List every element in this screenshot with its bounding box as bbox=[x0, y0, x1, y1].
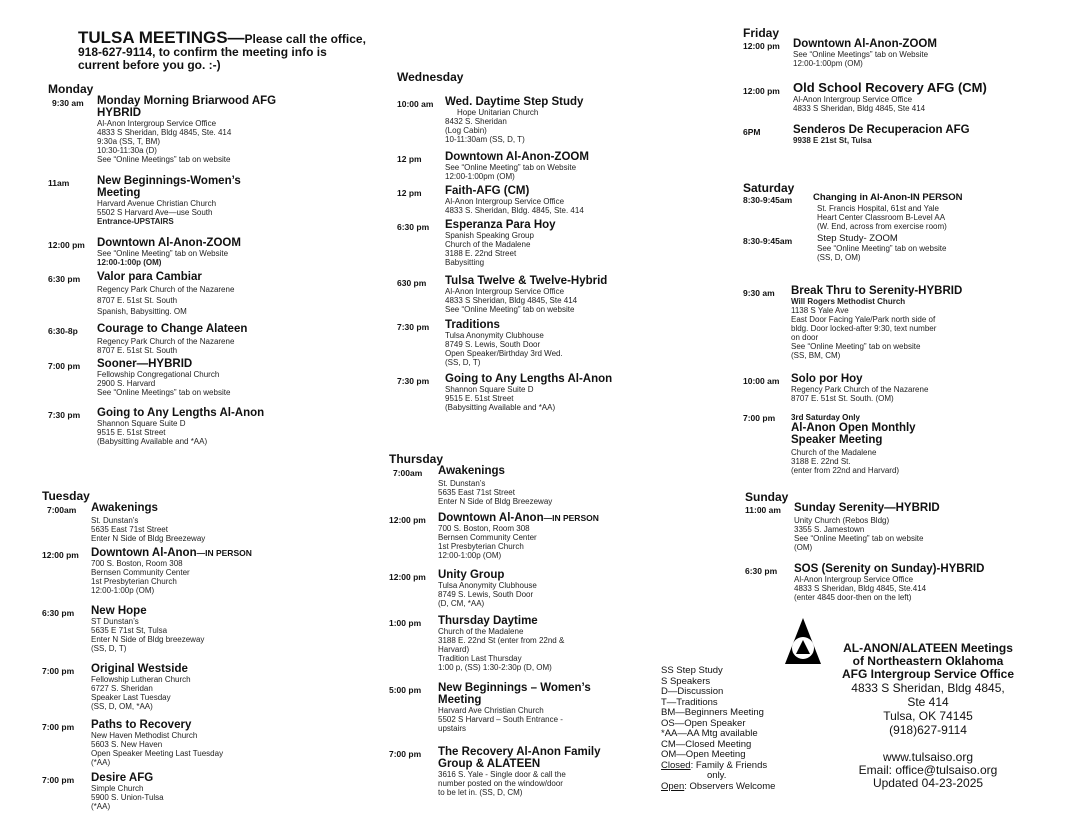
meeting-line: 5635 E 71st St, Tulsa bbox=[91, 626, 168, 635]
meeting-mon-4 bbox=[48, 271, 368, 316]
office-address-2: Ste 414 bbox=[907, 695, 949, 709]
legend-item: BM—Beginners Meeting bbox=[661, 707, 764, 718]
meeting-fri-3 bbox=[743, 124, 1043, 145]
meeting-name: Step Study- ZOOM bbox=[817, 233, 898, 244]
meeting-line: Babysitting bbox=[445, 258, 485, 267]
meeting-line: Speaker Last Tuesday bbox=[91, 693, 171, 702]
meeting-line: See “Online Meeting” tab on Website bbox=[445, 163, 577, 172]
meeting-tue-6 bbox=[42, 772, 362, 811]
meeting-time: 6:30 pm bbox=[48, 274, 81, 284]
meeting-time: 8:30-9:45am bbox=[743, 195, 793, 205]
meeting-wed-1 bbox=[397, 96, 657, 144]
meeting-time: 12:00 pm bbox=[743, 86, 780, 96]
meeting-name: Wed. Daytime Step Study bbox=[445, 96, 584, 108]
office-phone: (918)627-9114 bbox=[889, 723, 967, 737]
meeting-name: Monday Morning Briarwood AFG bbox=[97, 95, 277, 107]
meeting-sat-3 bbox=[743, 285, 1043, 360]
meeting-time: 6:30 pm bbox=[42, 608, 75, 618]
meeting-line: Enter N Side of Bldg breezeway bbox=[91, 635, 205, 644]
meeting-line: See “Online Meetings” tab on Website bbox=[793, 50, 929, 59]
meeting-time: 630 pm bbox=[397, 278, 427, 288]
meeting-line: 1138 S Yale Ave bbox=[791, 306, 849, 315]
day-tuesday bbox=[42, 489, 362, 503]
meeting-line: (enter from 22nd and Harvard) bbox=[791, 466, 900, 475]
meeting-line: upstairs bbox=[438, 724, 467, 733]
meeting-line: Entrance-UPSTAIRS bbox=[97, 217, 174, 226]
meeting-line: (SS, D, T) bbox=[445, 358, 481, 367]
meeting-mon-5 bbox=[48, 323, 368, 355]
legend-closed-text-2: only. bbox=[707, 770, 727, 781]
meeting-line: New Haven Methodist Church bbox=[91, 731, 198, 740]
meeting-line: 12:00-1:00pm (OM) bbox=[445, 172, 515, 181]
meeting-line: (enter 4845 door-then on the left) bbox=[794, 593, 912, 602]
meeting-line: 700 S. Boston, Room 308 bbox=[91, 559, 183, 568]
meeting-line: Church of the Madalene bbox=[791, 448, 877, 457]
meeting-line: (SS, BM, CM) bbox=[791, 351, 841, 360]
page-title: TULSA MEETINGS— bbox=[78, 28, 245, 47]
meeting-line: 8707 E. 51st St. South bbox=[97, 296, 178, 305]
meeting-time: 7:30 pm bbox=[397, 322, 430, 332]
meeting-wed-7 bbox=[397, 373, 657, 412]
meeting-thu-5 bbox=[389, 682, 649, 733]
meeting-name: Al-Anon Open Monthly bbox=[791, 422, 916, 434]
meeting-line: See “Online Meeting” tab on website bbox=[794, 534, 924, 543]
office-address-1: 4833 S Sheridan, Bldg 4845, bbox=[851, 681, 1005, 695]
meeting-name: Traditions bbox=[445, 319, 500, 331]
meeting-thu-2 bbox=[389, 512, 649, 560]
meeting-thu-6 bbox=[389, 746, 649, 797]
legend-closed-text: : Family & Friends bbox=[690, 759, 768, 771]
meeting-time: 6:30-8p bbox=[48, 326, 78, 336]
meeting-line: 12:00-1:00p (OM) bbox=[97, 258, 162, 267]
meeting-name: Going to Any Lengths Al-Anon bbox=[445, 373, 613, 385]
day-label: Friday bbox=[743, 26, 780, 40]
meeting-line: Will Rogers Methodist Church bbox=[791, 297, 906, 306]
meeting-thu-1 bbox=[393, 465, 653, 506]
day-label: Thursday bbox=[389, 452, 444, 466]
meeting-line: Shannon Square Suite D bbox=[445, 385, 534, 394]
meeting-sat-2 bbox=[743, 233, 1043, 262]
meeting-name: New Hope bbox=[91, 605, 147, 617]
meeting-line: 5635 East 71st Street bbox=[438, 488, 515, 497]
meeting-line: Heart Center Classroom B-Level AA bbox=[817, 213, 946, 222]
meeting-time: 7:00am bbox=[393, 468, 423, 478]
meeting-name: Going to Any Lengths Al-Anon bbox=[97, 407, 265, 419]
meeting-name: Courage to Change Alateen bbox=[97, 323, 248, 335]
office-website[interactable]: www.tulsaiso.org bbox=[882, 750, 974, 764]
meeting-mon-6 bbox=[48, 358, 368, 397]
meeting-sat-4 bbox=[743, 373, 1043, 403]
office-info bbox=[828, 642, 1028, 790]
meeting-time: 12:00 pm bbox=[743, 41, 780, 51]
meeting-line: Open Speaker/Birthday 3rd Wed. bbox=[445, 349, 563, 358]
meeting-line: St. Dunstan’s bbox=[438, 479, 486, 488]
legend-item: OM—Open Meeting bbox=[661, 749, 746, 760]
meeting-line: Regency Park Church of the Nazarene bbox=[97, 285, 235, 294]
page-header bbox=[78, 28, 388, 72]
meeting-line: Regency Park Church of the Nazarene bbox=[97, 337, 235, 346]
meeting-time: 12:00 pm bbox=[389, 515, 426, 525]
meeting-line: 10-11:30am (SS, D, T) bbox=[445, 135, 525, 144]
meeting-time: 8:30-9:45am bbox=[743, 236, 793, 246]
meeting-name: Tulsa Twelve & Twelve-Hybrid bbox=[445, 275, 608, 287]
meeting-line: 3188 E. 22nd Street bbox=[445, 249, 517, 258]
meeting-line: (Babysitting Available and *AA) bbox=[97, 437, 208, 446]
meeting-name: Solo por Hoy bbox=[791, 373, 863, 385]
meeting-line: East Door Facing Yale/Park north side of bbox=[791, 315, 936, 324]
meeting-name: New Beginnings – Women’s bbox=[438, 682, 591, 694]
office-email[interactable]: Email: office@tulsaiso.org bbox=[858, 763, 998, 777]
legend-open-label: Open bbox=[661, 780, 685, 792]
meeting-line: Fellowship Lutheran Church bbox=[91, 675, 191, 684]
meeting-line: (Babysitting Available and *AA) bbox=[445, 403, 556, 412]
meeting-line: (D, CM, *AA) bbox=[438, 599, 485, 608]
meeting-time: 7:00 pm bbox=[48, 361, 81, 371]
meeting-line: Hope Unitarian Church bbox=[457, 108, 539, 117]
meeting-line: Al-Anon Intergroup Service Office bbox=[793, 95, 913, 104]
meeting-time: 12 pm bbox=[397, 188, 422, 198]
legend-item: S Speakers bbox=[661, 675, 711, 687]
meeting-line: St. Dunstan’s bbox=[91, 516, 139, 525]
meeting-name: Downtown Al-Anon-ZOOM bbox=[445, 151, 589, 163]
updated-date: Updated 04-23-2025 bbox=[872, 776, 984, 790]
meeting-mon-1 bbox=[52, 95, 372, 164]
meeting-time: 12:00 pm bbox=[389, 572, 426, 582]
meeting-time: 7:00 pm bbox=[743, 413, 776, 423]
meeting-line: (OM) bbox=[794, 543, 813, 552]
meeting-line: 1:00 p, (SS) 1:30-2:30p (D, OM) bbox=[438, 663, 552, 672]
meeting-name: New Beginnings-Women’s bbox=[97, 175, 241, 187]
day-label: Wednesday bbox=[397, 70, 464, 84]
meeting-tue-3 bbox=[42, 605, 362, 653]
day-wednesday bbox=[397, 70, 647, 84]
meeting-sat-1 bbox=[743, 192, 1043, 231]
meeting-name: Downtown Al-Anon bbox=[438, 512, 544, 524]
meeting-line: 2900 S. Harvard bbox=[97, 379, 156, 388]
meeting-name: Desire AFG bbox=[91, 772, 154, 784]
meeting-wed-3 bbox=[397, 185, 657, 215]
meeting-name: Valor para Cambiar bbox=[97, 271, 202, 283]
meeting-line: 4833 S Sheridan, Bldg 4845, Ste 414 bbox=[793, 104, 926, 113]
office-title-1: AL-ANON/ALATEEN Meetings bbox=[843, 641, 1013, 655]
meeting-mon-3 bbox=[48, 237, 368, 267]
meeting-line: Tulsa Anonymity Clubhouse bbox=[445, 331, 544, 340]
day-thursday bbox=[389, 452, 639, 466]
meeting-line: Bernsen Community Center bbox=[438, 533, 537, 542]
office-title-3: AFG Intergroup Service Office bbox=[841, 667, 1015, 681]
meeting-tue-4 bbox=[42, 663, 362, 711]
meeting-line: 12:00-1:00pm (OM) bbox=[793, 59, 863, 68]
meeting-sun-2 bbox=[745, 563, 1045, 602]
day-monday bbox=[48, 82, 368, 96]
meeting-line: Spanish Speaking Group bbox=[445, 231, 534, 240]
meeting-name: Original Westside bbox=[91, 663, 188, 675]
header-note-2: 918-627-9114, to confirm the meeting info is bbox=[78, 45, 327, 59]
meeting-line: (Log Cabin) bbox=[445, 126, 487, 135]
meeting-time: 7:00 pm bbox=[389, 749, 422, 759]
meeting-line: 4833 S Sheridan, Bldg 4845, Ste.414 bbox=[794, 584, 927, 593]
meeting-name-2: Meeting bbox=[438, 694, 482, 706]
meeting-line: (*AA) bbox=[91, 758, 111, 767]
meeting-name-2: Meeting bbox=[97, 187, 141, 199]
meeting-line: 8707 E. 51st St. South bbox=[97, 346, 178, 355]
meeting-time: 9:30 am bbox=[743, 288, 775, 298]
meeting-line: 8749 S. Lewis, South Door bbox=[445, 340, 541, 349]
meeting-name: Downtown Al-Anon bbox=[91, 547, 197, 559]
meeting-time: 10:00 am bbox=[397, 99, 434, 109]
meeting-time: 9:30 am bbox=[52, 98, 84, 108]
meeting-line: 5502 S Harvard Ave—use South bbox=[97, 208, 213, 217]
meeting-line: Enter N Side of Bldg Breezeway bbox=[91, 534, 206, 543]
meeting-tag: —IN PERSON bbox=[543, 513, 599, 523]
meeting-line: See “Online Meeting” tab on website bbox=[445, 305, 575, 314]
meeting-line: Simple Church bbox=[91, 784, 144, 793]
office-address-3: Tulsa, OK 74145 bbox=[883, 709, 973, 723]
meeting-line: 1st Presbyterian Church bbox=[438, 542, 524, 551]
meeting-time: 7:00am bbox=[47, 505, 77, 515]
meeting-line: Harvard Ave Christian Church bbox=[438, 706, 544, 715]
meeting-time: 7:00 pm bbox=[42, 666, 75, 676]
day-label: Saturday bbox=[743, 181, 795, 195]
legend-item: D—Discussion bbox=[661, 686, 724, 697]
meeting-time: 5:00 pm bbox=[389, 685, 422, 695]
meeting-line: 5635 East 71st Street bbox=[91, 525, 168, 534]
legend-closed bbox=[661, 761, 811, 772]
meeting-line: (*AA) bbox=[91, 802, 111, 811]
meeting-name-2: HYBRID bbox=[97, 107, 142, 119]
meeting-line: 12:00-1:00p (OM) bbox=[91, 586, 155, 595]
meeting-line: 6727 S. Sheridan bbox=[91, 684, 153, 693]
office-title-2: of Northeastern Oklahoma bbox=[852, 654, 1004, 668]
meeting-note: 3rd Saturday Only bbox=[791, 413, 860, 422]
meeting-name: Awakenings bbox=[438, 465, 505, 477]
meeting-time: 1:00 pm bbox=[389, 618, 422, 628]
meeting-name: Esperanza Para Hoy bbox=[445, 219, 556, 231]
meeting-line: 8432 S. Sheridan bbox=[445, 117, 507, 126]
meeting-wed-6 bbox=[397, 319, 657, 367]
meeting-fri-2 bbox=[743, 81, 1043, 113]
meeting-name: Faith-AFG (CM) bbox=[445, 185, 530, 197]
meeting-line: See “Online Meetings” tab on website bbox=[97, 155, 231, 164]
meeting-name: Thursday Daytime bbox=[438, 615, 538, 627]
meeting-line: Al-Anon Intergroup Service Office bbox=[445, 287, 565, 296]
header-note-3: current before you go. :-) bbox=[78, 58, 221, 72]
meeting-mon-7 bbox=[48, 407, 368, 446]
abbreviation-legend bbox=[661, 666, 811, 792]
meeting-thu-3 bbox=[389, 569, 649, 608]
meeting-line: Tulsa Anonymity Clubhouse bbox=[438, 581, 537, 590]
meeting-wed-2 bbox=[397, 151, 657, 181]
meeting-line: 9515 E. 51st Street bbox=[97, 428, 166, 437]
meeting-name-2: Speaker Meeting bbox=[791, 434, 883, 446]
meeting-tag: —IN PERSON bbox=[196, 548, 252, 558]
header-note-1: Please call the office, bbox=[244, 32, 366, 46]
legend-open-text: : Observers Welcome bbox=[684, 780, 776, 792]
meeting-time: 10:00 am bbox=[743, 376, 780, 386]
meeting-line: Tradition Last Thursday bbox=[438, 654, 522, 663]
legend-item: T—Traditions bbox=[661, 696, 718, 708]
meeting-thu-4 bbox=[389, 615, 649, 672]
meeting-line: 9515 E. 51st Street bbox=[445, 394, 514, 403]
legend-open bbox=[661, 782, 811, 793]
meeting-line: (SS, D, OM) bbox=[817, 253, 861, 262]
meeting-name-2: Group & ALATEEN bbox=[438, 758, 541, 770]
meeting-name: Changing in Al-Anon-IN PERSON bbox=[813, 192, 963, 203]
meeting-name: Downtown Al-Anon-ZOOM bbox=[793, 38, 937, 50]
legend-closed-label: Closed bbox=[661, 759, 691, 771]
meeting-sun-1 bbox=[745, 502, 1045, 552]
meeting-name: Awakenings bbox=[91, 502, 158, 514]
meeting-name: Sunday Serenity—HYBRID bbox=[794, 502, 940, 514]
meeting-tue-2 bbox=[42, 547, 362, 595]
meeting-line: 8749 S. Lewis, South Door bbox=[438, 590, 534, 599]
meeting-time: 12:00 pm bbox=[42, 550, 79, 560]
meeting-line: (SS, D, OM, *AA) bbox=[91, 702, 153, 711]
meeting-line: See “Online Meeting” tab on website bbox=[791, 342, 921, 351]
meeting-line: 9938 E 21st St, Tulsa bbox=[793, 136, 872, 145]
meeting-name: Break Thru to Serenity-HYBRID bbox=[791, 285, 963, 297]
meeting-line: Bernsen Community Center bbox=[91, 568, 190, 577]
meeting-wed-5 bbox=[397, 275, 657, 314]
meeting-name: Old School Recovery AFG (CM) bbox=[793, 80, 987, 95]
meeting-name: Sooner—HYBRID bbox=[97, 358, 193, 370]
meeting-time: 6PM bbox=[743, 127, 761, 137]
meeting-line: to be let in. (SS, D, CM) bbox=[438, 788, 523, 797]
meeting-line: 3355 S. Jamestown bbox=[794, 525, 865, 534]
meeting-line: 3188 E. 22nd St (enter from 22nd & bbox=[438, 636, 565, 645]
meeting-line: Church of the Madalene bbox=[445, 240, 531, 249]
al-anon-triangle-logo-icon bbox=[783, 616, 823, 666]
meeting-name: Downtown Al-Anon-ZOOM bbox=[97, 237, 241, 249]
meeting-fri-1 bbox=[743, 38, 1043, 68]
day-label: Sunday bbox=[745, 490, 789, 504]
meeting-line: (SS, D, T) bbox=[91, 644, 127, 653]
meeting-line: 9:30a (SS, T, BM) bbox=[97, 137, 160, 146]
meeting-line: See “Online Meetings” tab on website bbox=[97, 388, 231, 397]
meeting-line: 5603 S. New Haven bbox=[91, 740, 163, 749]
meeting-tue-5 bbox=[42, 719, 362, 767]
meeting-time: 12 pm bbox=[397, 154, 422, 164]
meeting-line: 12:00-1:00p (OM) bbox=[438, 551, 502, 560]
meeting-time: 6:30 pm bbox=[745, 566, 778, 576]
meeting-time: 7:30 pm bbox=[397, 376, 430, 386]
meeting-line: See “Online Meeting” tab on website bbox=[817, 244, 947, 253]
legend-item: CM—Closed Meeting bbox=[661, 738, 752, 750]
meeting-sat-5 bbox=[743, 413, 1043, 475]
meeting-line: 5502 S Harvard – South Entrance - bbox=[438, 715, 563, 724]
meeting-line: Harvard) bbox=[438, 645, 470, 654]
meeting-line: ST Dunstan’s bbox=[91, 617, 139, 626]
meeting-line: number posted on the window/door bbox=[438, 779, 563, 788]
meeting-line: 10:30-11:30a (D) bbox=[97, 146, 157, 155]
meeting-mon-2 bbox=[48, 175, 368, 226]
meeting-line: Enter N Side of Bldg Breezeway bbox=[438, 497, 553, 506]
legend-item: OS—Open Speaker bbox=[661, 717, 746, 729]
meeting-line: Regency Park Church of the Nazarene bbox=[791, 385, 929, 394]
meeting-name: Unity Group bbox=[438, 569, 505, 581]
meeting-wed-4 bbox=[397, 219, 657, 267]
meeting-time: 6:30 pm bbox=[397, 222, 430, 232]
meeting-line: St. Francis Hospital, 61st and Yale bbox=[817, 204, 939, 213]
meeting-name: Senderos De Recuperacion AFG bbox=[793, 124, 970, 136]
meeting-line: Al-Anon Intergroup Service Office bbox=[445, 197, 565, 206]
meeting-line: (W. End, across from exercise room) bbox=[817, 222, 947, 231]
meeting-name: Paths to Recovery bbox=[91, 719, 192, 731]
meeting-line: Al-Anon Intergroup Service Office bbox=[794, 575, 914, 584]
meeting-line: on door bbox=[791, 333, 819, 342]
meeting-time: 7:00 pm bbox=[42, 775, 75, 785]
meeting-line: bldg. Door locked-after 9:30, text number bbox=[791, 324, 937, 333]
meeting-line: 1st Presbyterian Church bbox=[91, 577, 177, 586]
day-label: Tuesday bbox=[42, 489, 90, 503]
meeting-line: Harvard Avenue Christian Church bbox=[97, 199, 217, 208]
meeting-line: Al-Anon Intergroup Service Office bbox=[97, 119, 217, 128]
meeting-tue-1 bbox=[47, 502, 367, 543]
meeting-line: Fellowship Congregational Church bbox=[97, 370, 220, 379]
meeting-line: 5900 S. Union-Tulsa bbox=[91, 793, 164, 802]
meeting-time: 12:00 pm bbox=[48, 240, 85, 250]
meeting-time: 11:00 am bbox=[745, 505, 781, 515]
meeting-line: 4833 S Sheridan, Bldg 4845, Ste 414 bbox=[445, 296, 578, 305]
meeting-line: 700 S. Boston, Room 308 bbox=[438, 524, 530, 533]
meeting-line: Church of the Madalene bbox=[438, 627, 524, 636]
meeting-time: 11am bbox=[48, 178, 70, 188]
meeting-line: See “Online Meeting” tab on Website bbox=[97, 249, 229, 258]
meeting-name: The Recovery Al-Anon Family bbox=[438, 746, 601, 758]
meeting-line: Shannon Square Suite D bbox=[97, 419, 186, 428]
meeting-time: 7:30 pm bbox=[48, 410, 81, 420]
meeting-line: Open Speaker Meeting Last Tuesday bbox=[91, 749, 224, 758]
meeting-line: Unity Church (Rebos Bldg) bbox=[794, 516, 890, 525]
day-label: Monday bbox=[48, 82, 94, 96]
meeting-line: Spanish, Babysitting. OM bbox=[97, 307, 187, 316]
meeting-line: 3616 S. Yale - Single door & call the bbox=[438, 770, 566, 779]
meeting-name: SOS (Serenity on Sunday)-HYBRID bbox=[794, 563, 985, 575]
meeting-line: 4833 S Sheridan, Bldg 4845, Ste. 414 bbox=[97, 128, 232, 137]
meeting-line: 8707 E. 51st St. South. (OM) bbox=[791, 394, 894, 403]
meeting-time: 7:00 pm bbox=[42, 722, 75, 732]
legend-item: *AA—AA Mtg available bbox=[661, 728, 758, 739]
meeting-line: 4833 S. Sheridan, Bldg. 4845, Ste. 414 bbox=[445, 206, 584, 215]
meeting-line: 3188 E. 22nd St. bbox=[791, 457, 851, 466]
legend-item: SS Step Study bbox=[661, 665, 723, 676]
